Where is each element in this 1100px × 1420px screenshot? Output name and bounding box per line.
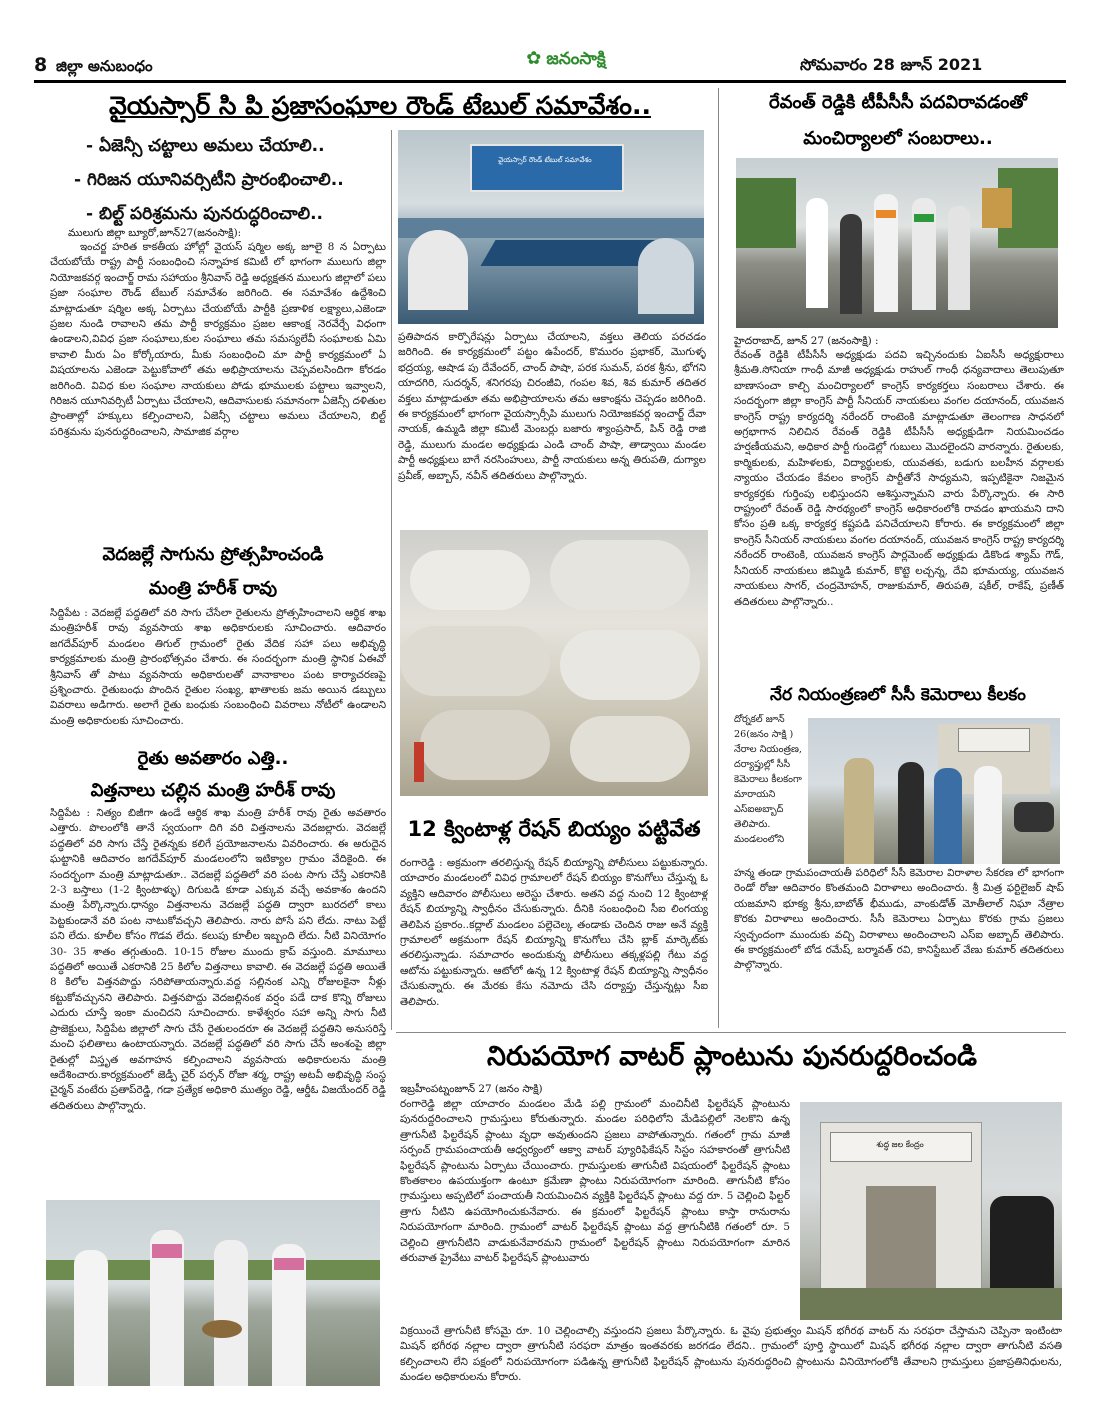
article1-body-left: ఇంచర్జ హరిత కాకతీయ హోల్లో వైయస్ షర్మిల అక్క జూలై 8 న ఏర్పాటు చేయబోయే రాష్ట్ర పార్టీ సంబంధించి సన్నాహక కమిటీ లో భాగంగా ములుగు జిల్లా నియోజకవర్గ ఇంచార్జ్ రామ సహాయం శ్రీనివాస్ రెడ్డి అధ్యక్షతన ములుగు జిల్లాలో పలు ప్రజా సంఘాల రౌండ్ టేబుల్ సమావేశం జరిగింది. ఈ సమావేశం ఉద్దేశించి మాట్లాడుతూ షర్మిల అక్క ఏర్పాటు చేయబోయే పార్టీకి ప్రణాళిక లక్ష్యాలు,ఎజెండా ప్రజల నుండి రావాలని తమ పార్టీ కార్యక్రమం ప్రజల ఆకాంక్ష నెరవేర్చే విధంగా ఉండాలని,వివిధ ప్రజా సంఘాలు,కుల సంఘాలు తమ సమస్యలేవీ సంఘాలకు ఏమి కావాలి మీరు ఏం కోర్కోయారు, మీకు సంబంధించి మా పార్టీ కార్యక్రమంలో ఏ విషయాలను ఎజెండా పెట్టుకోవాలో తమ అభిప్రాయాలను చెప్పవలసిందిగా కోరడం జరిగింది. వివిధ కుల సంఘాల నాయకులు పోడు భూములకు పట్టాలు ఇవ్వాలని, గిరిజన యూనివర్సిటీ ఏర్పాటు చేయాలని, ఆదివాసులకు సమానంగా ఏజెన్సీ దళితుల ప్రాంతాల్లో హక్కులు కల్పించాలని, ఏజెన్సీ చట్టాలు అమలు చేయాలని, బిల్ట్ పరిశ్రమను పునరుద్ధరించాలని, సామాజిక వర్గాల <box>50 241 386 438</box>
masthead-rule <box>34 80 1066 83</box>
photo-minister-sowing-seeds <box>46 1200 380 1386</box>
article1-subhead-3: - బిల్ట్ పరిశ్రమను పునరుద్ధరించాలి.. <box>86 204 323 224</box>
photo-congress-celebration <box>736 158 1058 328</box>
article1-headline: వైయస్సార్ సి పి ప్రజాసంఘాల రౌండ్ టేబుల్ సమావేశం.. <box>109 91 651 120</box>
paper-name: జనంసాక్షి <box>546 49 606 69</box>
article1-body-right: ప్రతిపాదన కార్పొరేషన్లు ఏర్పాటు చేయాలని, వక్తలు తెలియ పరచడం జరిగింది. ఈ కార్యక్రమంలో పట్టం ఉపేందర్, కొమురం ప్రభాకర్, మొగుళ్ళ భద్రయ్య, ఆషాడ పు దేవేందర్, చాంద్ పాషా, పరక సుమన్, పరక శ్రీను, భోగని యాదగిరి, సుదర్శన్, శనిగరపు చిరంజీవి, గంపల శివ, శివ కుమార్ తదితర వక్తలు మాట్లాడుతూ తమ అభిప్రాయాలను తమ ఆకాంక్షను చెప్పడం జరిగింది. ఈ కార్యక్రమంలో భాగంగా వైయస్సార్సీపి ములుగు నియోజకవర్గ ఇంచార్జ్ దేవా నాయక్, ఉమ్మడి జిల్లా కమిటీ మెంబర్లు బజారు శ్యాంప్రసాద్, పిన్ రెడ్డి రాజి రెడ్డి, ములుగు మండల అధ్యక్షుడు ఎండి చాంద్ పాషా, తాడ్వాయి మండల పార్టీ అధ్యక్షులు బాగే నరసింహులు, పార్టీ నాయకులు అన్న తిరుపతి, దుగ్యాల ప్రవీణ్, అబ్బాస్, నవీన్ తదితరులు పాల్గొన్నారు. <box>398 331 706 482</box>
article1-subhead-2: - గిరిజన యూనివర్సిటీని ప్రారంభించాలి.. <box>74 170 344 190</box>
photo-round-table-meeting <box>398 130 704 324</box>
article1-dateline: ములుగు జిల్లా బ్యూరో,జూన్27(జనంసాక్షి): <box>68 227 242 239</box>
article3-headline-line2: మంత్రి హరీశ్ రావు <box>148 578 278 599</box>
article7-body-top: రంగారెడ్డి జిల్లా యాచారం మండలం మేడి పల్లి గ్రామంలో మంచినీటి ఫిల్టరేషన్ ప్లాంటును పునరుద్దరించాలని గ్రామస్తులు కోరుతున్నారు. మండల పరిధిలోని మేడిపల్లిలో నెలకొని ఉన్న త్రాగునీటి ఫిల్టరేషన్ ప్లాంటు వృధా అవుతుందని ప్రజలు వాపోతున్నారు. గతంలో గ్రామ మాజీ సర్పంచ్ గ్రామపంచాయతీ ఆధ్వర్యంలో ఆక్వా వాటర్ ప్యూరిఫికేషన్ సిస్టం సహకారంతో త్రాగునీటి ఫిల్టరేషన్ ప్లాంటును ఏర్పాటు చేయించారు. గ్రామస్తులకు తాగునీటి విషయంలో ఫిల్టరేషన్ ప్లాంటు కొంతకాలం ఉపయుక్తంగా ఉంటూ క్రమేణా ప్లాంటు నిరుపయోగంగా మారింది. తాగునీటి కోసం గ్రామస్తులు అప్పటిలో పంచాయతీ నియమించిన వ్యక్తికి ఫిల్టరేషన్ ప్లాంటు వద్ద రూ. 5 చెల్లించి ఫిల్టర్ త్రాగు నీటిని ఉపయోగించుకునేవారు. ఈ క్రమంలో ఫిల్టరేషన్ ప్లాంటు కాస్తా రానురాను నిరుపయోగంగా మారింది. గ్రామంలో వాటర్ ఫిల్టరేషన్ ప్లాంటు వద్ద త్రాగునీటికి గతంలో రూ. 5 చెల్లించి త్రాగునీటిని వాడుకునేవారమని గ్రామంలో ఫిల్టరేషన్ ప్లాంటు నిరుపయోగంగా మారిన తరువాత ప్రైవేటు వాటర్ ఫిల్టరేషన్ ప్లాంటువారు <box>400 1098 790 1265</box>
article1-subhead-1: - ఏజెన్సీ చట్టాలు అమలు చేయాలి.. <box>86 136 325 156</box>
article5-body: రంగారెడ్డి : అక్రమంగా తరలిస్తున్న రేషన్ బియ్యాన్ని పోలీసులు పట్టుకున్నారు. యాచారం మండలంలో వివిధ గ్రామాలలో రేషన్ బియ్యం కొనుగోలు చేస్తున్న ఓ వ్యక్తిని ఆదివారం పోలీసులు అరెస్టు చేశారు. అతని వద్ద నుంచి 12 క్వింటాళ్ల రేషన్ బియ్యాన్ని స్వాధీనం చేసుకున్నారు. దీనికి సంబంధించి సీఐ లింగయ్య తెలిపిన ప్రకారం..కద్లాల్ మండలం పల్లెచెల్క తండాకు చెందిన రాజు అనే వ్యక్తి గ్రామాలలో అక్రమంగా రేషన్ బియ్యాన్ని కొనుగోలు చేసి బ్లాక్ మార్కెట్‌కు తరలిస్తున్నాడు. సమాచారం అందుకున్న పోలీసులు తక్కళ్లపల్లి గేటు వద్ద ఆటోను పట్టుకున్నారు. ఆటోలో ఉన్న 12 క్వింటాళ్ల రేషన్ బియ్యాన్ని స్వాధీనం చేసుకున్నారు. ఈ మేరకు కేసు నమోదు చేసి దర్యాప్తు చేస్తున్నట్లు సీఐ తెలిపారు. <box>400 857 708 1008</box>
photo-water-plant <box>800 1102 1062 1320</box>
article7-headline: నిరుపయోగ వాటర్ ప్లాంటును పునరుద్దరించండి <box>487 1041 977 1072</box>
article7-dateline: ఇబ్రహీంపట్నంజూన్ 27 (జనం సాక్షి) <box>400 1083 543 1095</box>
article4-headline-line2: విత్తనాలు చల్లిన మంత్రి హరీశ్ రావు <box>90 780 336 801</box>
article3-body: సిద్దిపేట : వెదజల్లే పద్ధతిలో వరి సాగు చేసేలా రైతులను ప్రోత్సహించాలని ఆర్థిక శాఖ మంత్రిహరీశ్ రావు వ్యవసాయ శాఖ అధికారులకు సూచించారు. ఆదివారం జగదేవ్‌పూర్ మండలం తిగుల్ గ్రామంలో రైతు వేదిక సహా పలు అభివృద్ధి కార్యక్రమాలకు మంత్రి ప్రారంభోత్సవం చేశారు. ఈ సందర్భంగా మంత్రి స్థానిక ఏఈవో శ్రీనివాస్ తో పాటు వ్యవసాయ అధికారులతో వానాకాలం పంట కార్యాచరణపై ప్రశ్నించారు. రైతుబంధు పొందిన రైతుల సంఖ్య, ఖాతాలకు జమ అయిన డబ్బులు వివరాలు అడిగారు. అలాగే రైతు బంధుకు సంబంధించి వివరాలు నోటీలో ఉండాలని మంత్రి అధికారులకు సూచించారు. <box>50 607 386 727</box>
article4-body: సిద్దిపేట : నిత్యం బిజీగా ఉండే ఆర్థిక శాఖ మంత్రి హరీశ్ రావు రైతు అవతారం ఎత్తారు. పొలంలోకి తానే స్వయంగా దిగి వరి విత్తనాలను వెదజల్లారు. వెదజల్లే పద్ధతిలో వరి సాగు చేస్తే రైతన్నకు కలిగే ప్రయోజనాలను వివరించారు. ఈ అరుదైన ఘట్టానికి ఆదివారం జగదేవ్‌పూర్ మండలంలోని ఇటిక్యాల గ్రామం వేదికైంది. ఈ సందర్భంగా మంత్రి మాట్లాడుతూ.. వెదజల్లే పద్ధతిలో వరి పంట సాగు చేస్తే ఎకరానికి 2-3 బస్తాలు (1-2 క్వింటాళ్ళు) దిగుబడి కూడా ఎక్కువ వచ్చే అవకాశం ఉందని మంత్రి పేర్కొన్నారు.ధాన్యం విత్తనాలను వెదజల్లే పద్ధతి ద్వారా బురదలో కాలు పెట్టకుండానే వరి పంట నాటుకోవచ్చని తెలిపారు. నారు పోసే పని లేదు. నాటు పెట్టే పని లేదు. కూలీల కోసం గొడవ లేదు. కలుపు కూలీల ఇబ్బంది లేదు. నీటి వినియోగం 30- 35 శాతం తగ్గుతుంది. 10-15 రోజుల ముందు క్రాప్ వస్తుంది. మామూలు పద్ధతిలో అయితే ఎకరానికి 25 కిలోల విత్తనాలు కావాలి. ఈ వెదజల్లే పద్ధతి అయితే 8 కిలోల విత్తనపొద్దు సరిపోతాయన్నారు.వద్ద సల్లినంక ఎన్ని రోజులకైనా నీళ్లు కట్టుకోవచ్చునని తెలిపారు. విత్తనపొద్దు వెదజల్లినంక వర్షం పడే దాక కొన్ని రోజులు ఎదురు చూస్తే ఇంకా మంచిదని సూచించారు. కాళేశ్వరం సహా అన్ని సాగు నీటి ప్రాజెక్టులు, సిద్దిపేట జిల్లాలో సాగు చేసే రైతులందరూ ఈ వెదజల్లే పద్ధతిని అనుసరిస్తే మంచి ఫలితాలు ఉంటాయన్నారు. వెదజల్లే పద్ధతిలో వరి సాగు చేసే అంశంపై జిల్లా రైతుల్లో విస్తృత అవగాహన కల్పించాలని వ్యవసాయ అధికారులను మంత్రి ఆదేశించారు.కార్యక్రమంలో జెడ్పీ చైర్ పర్సన్ రోజా శర్మ, రాష్ట్ర అటవీ అభివృద్ధి సంస్థ చైర్మన్ వంటేరు ప్రతాప్‌రెడ్డి, గడా ప్రత్యేక అధికారి ముత్యం రెడ్డి, ఆర్డీఓ విజయేందర్ రెడ్డి తదితరులు పాల్గొన్నారు. <box>50 807 386 1112</box>
plant-sign-text: శుద్ధ జల కేంద్రం <box>876 1140 924 1149</box>
article6-body-wide: హన్మ తండా గ్రామపంచాయతీ పరిధిలో సీసీ కెమెరాల విరాళాల సేకరణ లో భాగంగా రెండో రోజు ఆదివారం కొంతమంది విరాళాలు అందించారు. శ్రీ మిత్ర ఫర్టిలైజర్ షాప్ యజమాని భూక్య శ్రీను,బాబోత్ భీముడు, వాంకుడోత్ మోతీలాల్ నిఘా నేత్రాల కొరకు విరాళాలు అందించారు. సీసీ కెమెరాలు ఏర్పాటు కొరకు గ్రామ ప్రజలు స్వచ్ఛందంగా ముందుకు వచ్చి విరాళాలు అందించాలని ఎస్ఐ అబ్బాద్ తెలిపారు. ఈ కార్యక్రమంలో బోడ రమేష్, బర్మావత్ రవి, కానిస్టేబుల్ వేణు కుమార్ తదితరులు పాల్గొన్నారు. <box>734 867 1064 972</box>
article2-body: రేవంత్ రెడ్డికి టీపీసీసీ అధ్యక్షుడు పదవి ఇచ్చినందుకు ఏఐసీసీ అధ్యక్షురాలు శ్రీమతి.సోనియా గాంధీ మాజీ అధ్యక్షుడు రాహుల్ గాంధీ ధన్యవాదాలు తెలుపుతూ బాణాసంచా కాల్చి మంచిర్యాలలో కాంగ్రెస్ కార్యకర్తలు సంబరాలు చేశారు. ఈ సందర్భంగా జిల్లా కాంగ్రెస్ పార్టీ సీనియర్ నాయకులు వంగల దయానంద్, యువజన కాంగ్రెస్ రాష్ట్ర కార్యదర్శి నరేందర్ రాంటెంకి మాట్లాడుతూ తెలంగాణ సాధనలో అగ్రభాగాన నిలిచిన రేవంత్ రెడ్డికి టీపీసీసీ అధ్యక్షుడిగా నియమించడం హర్షణీయమని, అధికార పార్టీ గుండెల్లో గుబులు మొదలైందని వారన్నారు. రైతులకు, కార్మికులకు, మహిళలకు, విద్యార్థులకు, యువతకు, బడుగు బలహీన వర్గాలకు న్యాయం చేయడం కేవలం కాంగ్రెస్ పార్టీతోనే సాధ్యమని, ఇప్పటికైనా నిజమైన కార్యకర్తకు గుర్తింపు లభిస్తుందని ఆశిస్తున్నామని వారు పేర్కొన్నారు. ఈ సారి రాష్ట్రంలో రేవంత్ రెడ్డి సారథ్యంలో కాంగ్రెస్ అధికారంలోకి రావడం ఖాయమని దాని కోసం ప్రతి ఒక్క కార్యకర్త కష్టపడి పనిచేయాలని కోరారు. ఈ కార్యక్రమంలో జిల్లా కాంగ్రెస్ సీనియర్ నాయకులు వంగల దయానంద్, యువజన కాంగ్రెస్ రాష్ట్ర కార్యదర్శి నరేందర్ రాంటెంకి, యువజన కాంగ్రెస్ పార్లమెంట్ అధ్యక్షుడు డికొండ శ్యామ్ గౌడ్, సీనియర్ నాయకులు జిమ్మిడి కుమార్, కొట్టె లచ్చన్న, దేవి భూమయ్య, యువజన నాయకులు సాగర్, చంద్రమోహన్, రాజుకుమార్, తిరుపతి, షకీల్, రాకేష్, ప్రణీత్ తదితరులు పాల్గొన్నారు.. <box>734 349 1064 608</box>
page-number: 8 <box>34 54 48 76</box>
article5-headline: 12 క్వింటాళ్ల రేషన్ బియ్యం పట్టివేత <box>407 817 701 841</box>
article7-body-bottom: విక్రయించే త్రాగునీటి కోసమై రూ. 10 చెల్లించాల్సి వస్తుందని ప్రజలు పేర్కొన్నారు. ఓ వైపు ప్రభుత్వం మిషన్ భగీరథ వాటర్ ను సరఫరా చేస్తామని చెప్పినా ఇంటింటా మిషన్ భగీరథ నల్లాల ద్వారా త్రాగునీటి సరఫరా మాత్రం ఇంతవరకు జరగడం లేదని.. గ్రామంలో పూర్తి స్థాయిలో మిషన్ భగీరథ నల్లాల ద్వారా తాగునీటి వసతి కల్పించాలని లేని పక్షంలో నిరుపయోగంగా పడిఉన్న త్రాగునీటి ఫిల్టరేషన్ ప్లాంటును పునరుద్ధరించి ప్లాంటును వినియోగంలోకి తేవాలని గ్రామస్తులు ప్రజాప్రతినిధులను, మండల అధికారులను కోరారు. <box>400 1325 1062 1384</box>
article6-headline: నేర నియంత్రణలో సీసీ కెమెరాలు కీలకం <box>770 685 1026 705</box>
article6-body-narrow: దోర్నకల్ జూన్ 26(జనం సాక్షి ) నేరాల నియంత్రణ, దర్యాప్తుల్లో సీసీ కెమెరాలు కీలకంగా మారాయని ఎస్ఐఅబ్బాద్ తెలిపారు. మండలంలోని <box>734 714 802 845</box>
photo-rice-bags <box>400 530 708 796</box>
article2-headline-line1: రేవంత్ రెడ్డికి టీపీసీసీ పదవిరావడంతో <box>769 92 1027 113</box>
logo-flower-icon: ✿ <box>526 48 542 69</box>
article4-headline-line1: రైతు అవతారం ఎత్తి.. <box>137 748 289 769</box>
column-rule-1 <box>391 130 392 1030</box>
column-rule-2 <box>718 88 719 1028</box>
photo-cc-camera-donation <box>808 718 1060 864</box>
section-name: జిల్లా అనుబంధం <box>56 57 153 75</box>
article3-headline-line1: వెదజల్లే సాగును ప్రోత్సహించండి <box>102 544 324 565</box>
issue-date: సోమవారం 28 జూన్ 2021 <box>800 55 983 74</box>
article2-dateline: హైదరాబాద్, జూన్ 27 (జనంసాక్షి) : <box>734 335 879 347</box>
article2-headline-line2: మంచిర్యాలలో సంబరాలు.. <box>803 128 993 149</box>
paper-logo <box>496 48 636 76</box>
meeting-banner-text: వైయస్సార్ రౌండ్ టేబుల్ సమావేశం <box>498 156 592 164</box>
article7-top-rule <box>396 1032 1066 1033</box>
